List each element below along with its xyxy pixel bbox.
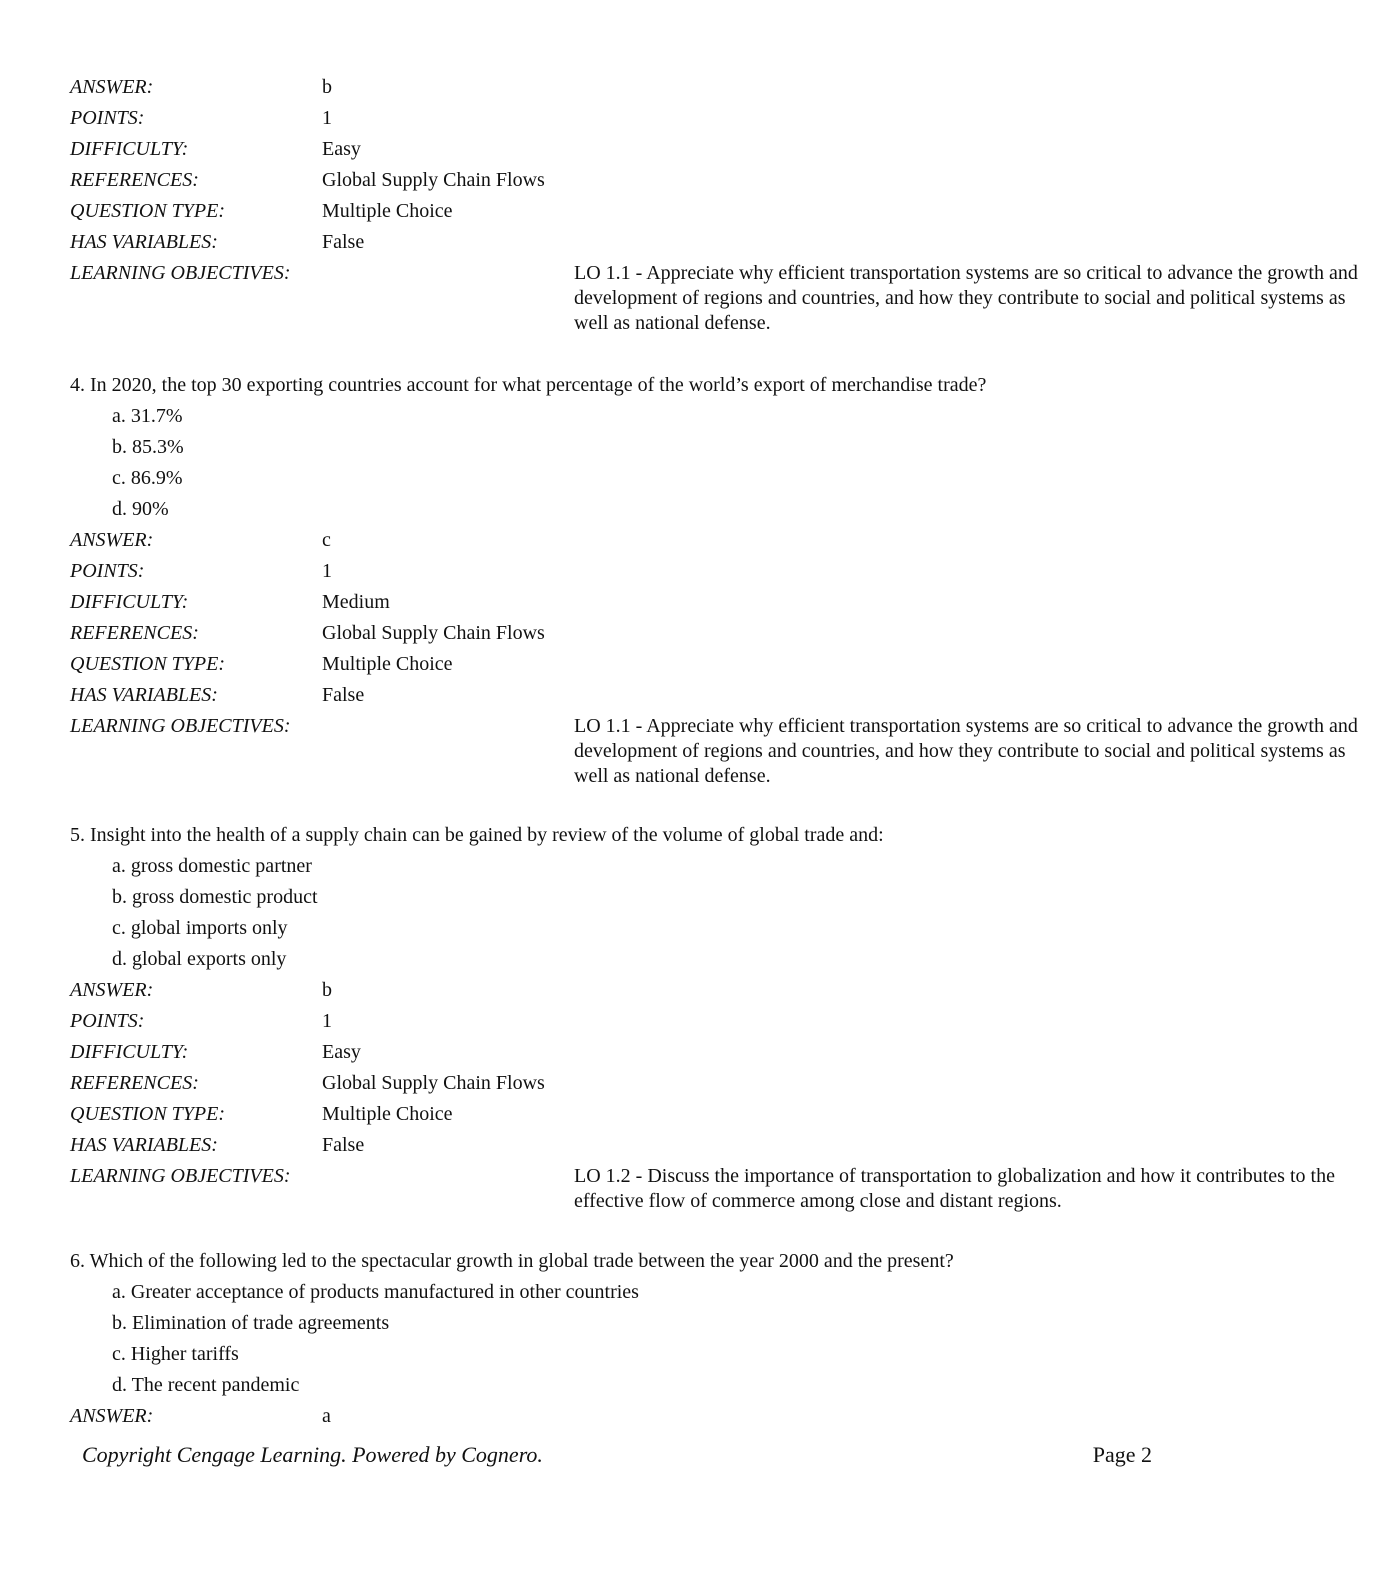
choice-d: d. 90% — [112, 498, 169, 520]
difficulty-label: DIFFICULTY: — [70, 591, 189, 613]
references-value: Global Supply Chain Flows — [322, 169, 545, 191]
choice-b: b. gross domestic product — [112, 886, 318, 908]
q3-question-type-row — [70, 196, 1160, 227]
q5-learning-objectives-row — [70, 1161, 1335, 1214]
q5-points-row — [70, 1006, 1160, 1037]
points-label: POINTS: — [70, 560, 145, 582]
q4-question-type-row — [70, 649, 1160, 680]
choice-b: b. Elimination of trade agreements — [112, 1312, 390, 1334]
q4-answer-row — [70, 525, 1160, 556]
choice-d: d. global exports only — [112, 948, 287, 970]
references-value: Global Supply Chain Flows — [322, 1072, 545, 1094]
q3-difficulty-row — [70, 134, 1160, 165]
learning-objectives-value: LO 1.2 - Discuss the importance of transportation to globalization and how it contributes to the effective flow of commerce among close and distant regions. — [574, 1165, 1335, 1212]
learning-objectives-value: LO 1.1 - Appreciate why efficient transportation systems are so critical to advance the growth and development of regions and countries, and how they contribute to social and political systems as well as national defense. — [574, 715, 1358, 787]
difficulty-label: DIFFICULTY: — [70, 138, 189, 160]
q3-has-variables-row — [70, 227, 1160, 258]
choice-a: a. Greater acceptance of products manufactured in other countries — [112, 1281, 639, 1303]
choice-d: d. The recent pandemic — [112, 1374, 300, 1396]
choice-a: a. 31.7% — [112, 405, 183, 427]
q5-answer-row — [70, 975, 1160, 1006]
learning-objectives-label: LEARNING OBJECTIVES: — [70, 262, 291, 284]
has-variables-label: HAS VARIABLES: — [70, 1134, 218, 1156]
references-value: Global Supply Chain Flows — [322, 622, 545, 644]
answer-label: ANSWER: — [70, 979, 154, 1001]
q4-has-variables-row — [70, 680, 1160, 711]
q5-has-variables-row — [70, 1130, 1160, 1161]
has-variables-value: False — [322, 231, 365, 253]
q6-answer-row — [70, 1401, 1160, 1432]
question-text: 4. In 2020, the top 30 exporting countries account for what percentage of the world’s export of merchandise trade? — [70, 374, 987, 396]
question-4 — [70, 370, 1358, 789]
question-text: 6. Which of the following led to the spectacular growth in global trade between the year 2000 and the present? — [70, 1250, 954, 1272]
question-text: 5. Insight into the health of a supply chain can be gained by review of the volume of global trade and: — [70, 824, 884, 846]
choice-a: a. gross domestic partner — [112, 855, 312, 877]
has-variables-label: HAS VARIABLES: — [70, 231, 218, 253]
difficulty-value: Easy — [322, 1041, 361, 1063]
choice-b: b. 85.3% — [112, 436, 184, 458]
question-type-value: Multiple Choice — [322, 200, 453, 222]
q4-difficulty-row — [70, 587, 1160, 618]
q3-references-row — [70, 165, 1160, 196]
choice-c: c. 86.9% — [112, 467, 183, 489]
question-5 — [70, 820, 1335, 1214]
points-label: POINTS: — [70, 1010, 145, 1032]
difficulty-value: Medium — [322, 591, 390, 613]
references-label: REFERENCES: — [70, 622, 199, 644]
choice-c: c. Higher tariffs — [112, 1343, 239, 1365]
references-label: REFERENCES: — [70, 169, 199, 191]
learning-objectives-label: LEARNING OBJECTIVES: — [70, 1165, 291, 1187]
answer-label: ANSWER: — [70, 76, 154, 98]
q3-metadata — [70, 72, 1358, 336]
answer-value: b — [322, 76, 332, 98]
points-value: 1 — [322, 560, 332, 582]
question-type-value: Multiple Choice — [322, 1103, 453, 1125]
footer-page-number: Page 2 — [1092, 1442, 1152, 1467]
q4-learning-objectives-row — [70, 711, 1358, 789]
points-value: 1 — [322, 1010, 332, 1032]
question-6 — [70, 1246, 1160, 1432]
q3-points-row — [70, 103, 1160, 134]
q5-references-row — [70, 1068, 1160, 1099]
q4-points-row — [70, 556, 1160, 587]
references-label: REFERENCES: — [70, 1072, 199, 1094]
has-variables-value: False — [322, 1134, 365, 1156]
question-type-label: QUESTION TYPE: — [70, 1103, 226, 1125]
question-type-value: Multiple Choice — [322, 653, 453, 675]
footer-copyright: Copyright Cengage Learning. Powered by Cognero. — [82, 1442, 543, 1467]
answer-value: c — [322, 529, 331, 551]
has-variables-label: HAS VARIABLES: — [70, 684, 218, 706]
q3-answer-row — [70, 72, 1160, 103]
has-variables-value: False — [322, 684, 365, 706]
difficulty-label: DIFFICULTY: — [70, 1041, 189, 1063]
answer-label: ANSWER: — [70, 529, 154, 551]
answer-value: b — [322, 979, 332, 1001]
q4-references-row — [70, 618, 1160, 649]
learning-objectives-value: LO 1.1 - Appreciate why efficient transportation systems are so critical to advance the growth and development of regions and countries, and how they contribute to social and political systems as well as national defense. — [574, 262, 1358, 334]
answer-value: a — [322, 1405, 331, 1427]
q3-learning-objectives-row — [70, 258, 1358, 336]
choice-c: c. global imports only — [112, 917, 288, 939]
q5-question-type-row — [70, 1099, 1160, 1130]
points-label: POINTS: — [70, 107, 145, 129]
learning-objectives-label: LEARNING OBJECTIVES: — [70, 715, 291, 737]
q5-difficulty-row — [70, 1037, 1160, 1068]
question-type-label: QUESTION TYPE: — [70, 200, 226, 222]
points-value: 1 — [322, 107, 332, 129]
question-type-label: QUESTION TYPE: — [70, 653, 226, 675]
answer-label: ANSWER: — [70, 1405, 154, 1427]
difficulty-value: Easy — [322, 138, 361, 160]
